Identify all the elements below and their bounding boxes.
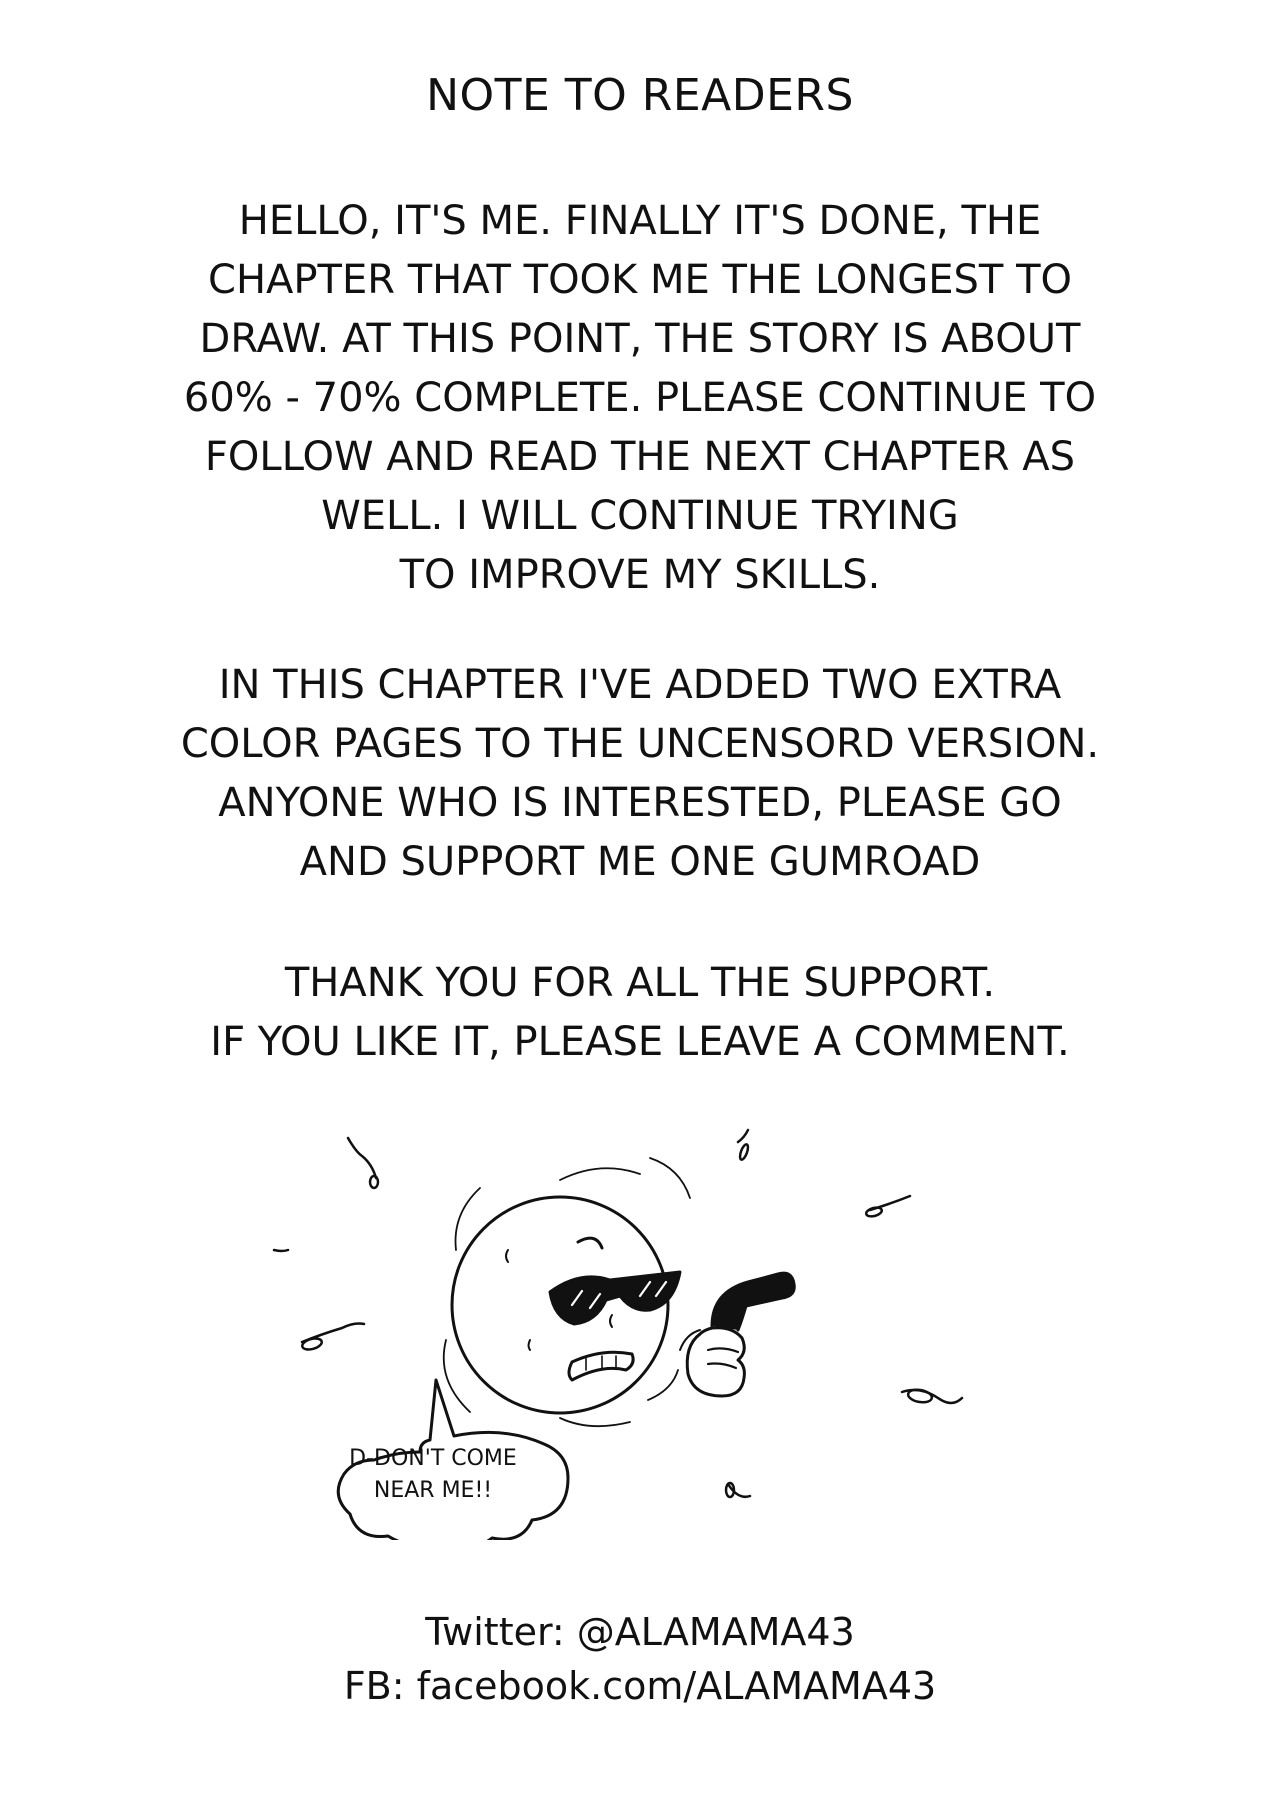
text-line: HELLO, IT'S ME. FINALLY IT'S DONE, THE xyxy=(238,198,1042,244)
text-line: IF YOU LIKE IT, PLEASE LEAVE A COMMENT. xyxy=(210,1019,1070,1065)
paragraph-intro xyxy=(90,192,1190,605)
twitter-handle: Twitter: @ALAMAMA43 xyxy=(425,1610,855,1654)
text-line: TO IMPROVE MY SKILLS. xyxy=(399,552,881,598)
text-line: THANK YOU FOR ALL THE SUPPORT. xyxy=(284,960,996,1006)
social-links xyxy=(0,1605,1280,1713)
spray-gun-icon xyxy=(680,1273,794,1396)
bubble-line: NEAR ME!! xyxy=(373,1478,493,1503)
text-line: ANYONE WHO IS INTERESTED, PLEASE GO xyxy=(218,780,1062,826)
speech-bubble-text xyxy=(318,1443,548,1507)
text-line: FOLLOW AND READ THE NEXT CHAPTER AS xyxy=(204,434,1076,480)
text-line: CHAPTER THAT TOOK ME THE LONGEST TO xyxy=(208,257,1072,303)
round-character-icon xyxy=(452,1197,680,1413)
illustration xyxy=(0,1100,1280,1540)
text-line: WELL. I WILL CONTINUE TRYING xyxy=(321,493,959,539)
text-line: AND SUPPORT ME ONE GUMROAD xyxy=(299,839,981,885)
text-line: COLOR PAGES TO THE UNCENSORD VERSION. xyxy=(180,721,1100,767)
sperm-doodles-icon xyxy=(274,1130,962,1497)
page-title: NOTE TO READERS xyxy=(426,70,854,121)
text-line: 60% - 70% COMPLETE. PLEASE CONTINUE TO xyxy=(183,375,1097,421)
text-line: DRAW. AT THIS POINT, THE STORY IS ABOUT xyxy=(199,316,1081,362)
paragraph-extra-pages xyxy=(90,656,1190,892)
facebook-link: FB: facebook.com/ALAMAMA43 xyxy=(343,1664,937,1708)
paragraph-thanks xyxy=(90,954,1190,1072)
bubble-line: D-DON'T COME xyxy=(349,1446,517,1471)
text-line: IN THIS CHAPTER I'VE ADDED TWO EXTRA xyxy=(218,662,1062,708)
